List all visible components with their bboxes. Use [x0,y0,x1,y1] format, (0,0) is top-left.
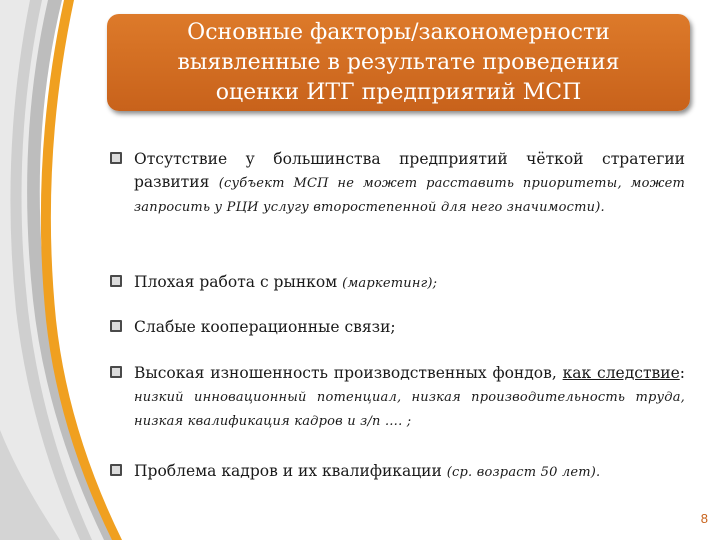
bullet-item [110,316,685,339]
title-line-2: выявленные в результате проведения [177,49,620,75]
bullet-main-text: Высокая изношенность производственных фондов, [134,364,557,382]
bullet-main-text: Слабые кооперационные связи; [134,318,396,336]
checkbox-bullet-icon [110,320,122,332]
bullet-main-text: Проблема кадров и их квалификации [134,462,442,480]
bullet-text [134,271,685,295]
bullet-item [110,460,685,484]
checkbox-bullet-icon [110,464,122,476]
page-number: 8 [700,511,708,526]
title-line-1: Основные факторы/закономерности [187,19,610,45]
bullet-main-text: Отсутствие у большинства предприятий чёткой стратегии развития [134,150,685,191]
bullet-item [110,362,685,433]
bullet-text [134,460,685,484]
bullet-item [110,271,685,295]
bullet-main-text: Плохая работа с рынком [134,273,338,291]
bullet-text [134,316,685,339]
title-line-3: оценки ИТГ предприятий МСП [215,79,582,105]
checkbox-bullet-icon [110,275,122,287]
checkbox-bullet-icon [110,152,122,164]
bullet-item [110,148,685,219]
bullet-text [134,148,685,219]
bullet-colon: : [679,364,685,382]
bullet-text [134,362,685,433]
bullet-note: (субъект МСП не может расставить приоритеты, может запросить у РЦИ услугу второстепенной для него значимости). [134,176,685,215]
bullet-note: (ср. возраст 50 лет). [446,465,601,480]
checkbox-bullet-icon [110,366,122,378]
bullet-note: низкий инновационный потенциал, низкая производительность труда, низкая квалификация кадров и з/п …. ; [134,390,685,429]
bullet-underlined-text: как следствие [562,364,680,382]
slide-title [107,14,690,111]
bullet-note: (маркетинг); [342,276,438,291]
